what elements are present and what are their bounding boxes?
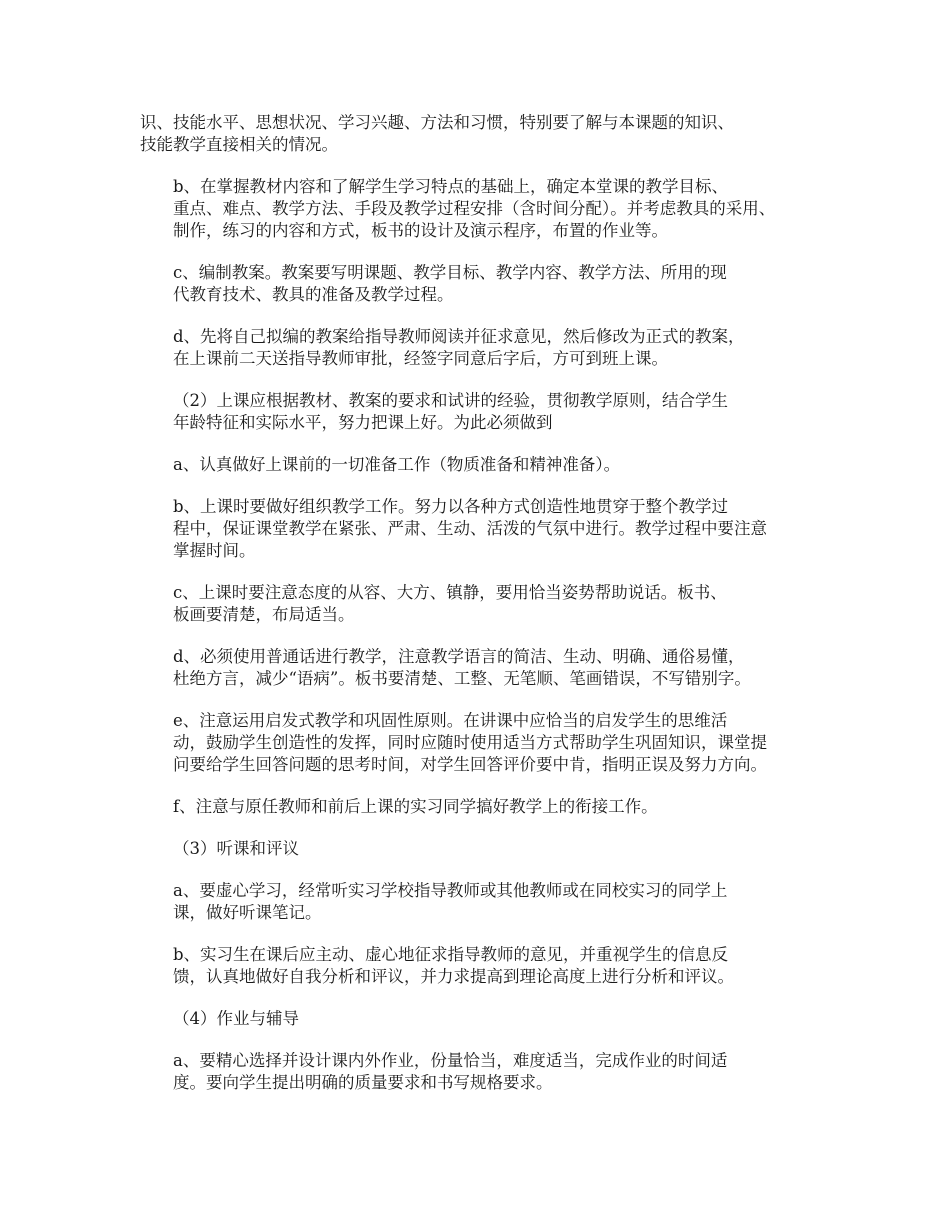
text-line: 代教育技术、教具的准备及教学过程。 bbox=[173, 285, 454, 304]
text-line: （3）听课和评议 bbox=[173, 839, 299, 858]
paragraph bbox=[140, 176, 820, 242]
document-body bbox=[140, 112, 820, 1114]
text-line: 课，做好听课笔记。 bbox=[173, 903, 322, 922]
text-line: 馈，认真地做好自我分析和评议，并力求提高到理论高度上进行分析和评议。 bbox=[173, 967, 734, 986]
text-line: d、先将自己拟编的教案给指导教师阅读并征求意见，然后修改为正式的教案， bbox=[173, 327, 745, 346]
text-line: b、实习生在课后应主动、虚心地征求指导教师的意见，并重视学生的信息反 bbox=[173, 945, 729, 964]
text-line: 动，鼓励学生创造性的发挥，同时应随时使用适当方式帮助学生巩固知识，课堂提 bbox=[173, 733, 767, 752]
paragraph bbox=[140, 944, 820, 988]
text-line: f、注意与原任教师和前后上课的实习同学搞好教学上的衔接工作。 bbox=[173, 797, 658, 816]
paragraph bbox=[140, 454, 820, 476]
text-line: 杜绝方言，减少“语病”。板书要清楚、工整、无笔顺、笔画错误，不写错别字。 bbox=[173, 669, 751, 688]
text-line: c、编制教案。教案要写明课题、教学目标、教学内容、教学方法、所用的现 bbox=[173, 263, 727, 282]
paragraph bbox=[140, 1050, 820, 1094]
paragraph bbox=[140, 646, 820, 690]
text-line: c、上课时要注意态度的从容、大方、镇静，要用恰当姿势帮助说话。板书、 bbox=[173, 583, 727, 602]
paragraph bbox=[140, 1008, 820, 1030]
text-line: （4）作业与辅导 bbox=[173, 1009, 299, 1028]
text-line: b、上课时要做好组织教学工作。努力以各种方式创造性地贯穿于整个教学过 bbox=[173, 497, 729, 516]
text-line: a、认真做好上课前的一切准备工作（物质准备和精神准备）。 bbox=[173, 455, 621, 474]
paragraph bbox=[140, 326, 820, 370]
paragraph bbox=[140, 262, 820, 306]
text-line: 问要给学生回答问题的思考时间，对学生回答评价要中肯，指明正误及努力方向。 bbox=[173, 755, 767, 774]
text-line: 重点、难点、教学方法、手段及教学过程安排（含时间分配）。并考虑教具的采用、 bbox=[173, 199, 776, 218]
text-line: 板画要清楚，布局适当。 bbox=[173, 605, 355, 624]
text-line: 年龄特征和实际水平，努力把课上好。为此必须做到 bbox=[173, 413, 553, 432]
text-line: d、必须使用普通话进行教学，注意教学语言的简洁、生动、明确、通俗易懂， bbox=[173, 647, 745, 666]
text-line: （2）上课应根据教材、教案的要求和试讲的经验，贯彻教学原则，结合学生 bbox=[173, 391, 728, 410]
text-line: 度。要向学生提出明确的质量要求和书写规格要求。 bbox=[173, 1073, 553, 1092]
text-line: 制作，练习的内容和方式，板书的设计及演示程序，布置的作业等。 bbox=[173, 221, 668, 240]
text-line: a、要虚心学习，经常听实习学校指导教师或其他教师或在同校实习的同学上 bbox=[173, 881, 728, 900]
text-line: b、在掌握教材内容和了解学生学习特点的基础上，确定本堂课的教学目标、 bbox=[173, 177, 729, 196]
paragraph bbox=[140, 112, 820, 156]
text-line: a、要精心选择并设计课内外作业，份量恰当，难度适当，完成作业的时间适 bbox=[173, 1051, 728, 1070]
paragraph bbox=[140, 838, 820, 860]
paragraph bbox=[140, 582, 820, 626]
text-line: 在上课前二天送指导教师审批，经签字同意后字后，方可到班上课。 bbox=[173, 349, 668, 368]
paragraph bbox=[140, 880, 820, 924]
text-line: e、注意运用启发式教学和巩固性原则。在讲课中应恰当的启发学生的思维活 bbox=[173, 711, 728, 730]
paragraph bbox=[140, 710, 820, 776]
text-line: 掌握时间。 bbox=[173, 541, 256, 560]
text-line: 识、技能水平、思想状况、学习兴趣、方法和习惯，特别要了解与本课题的知识、 bbox=[140, 113, 734, 132]
paragraph bbox=[140, 496, 820, 562]
text-line: 技能教学直接相关的情况。 bbox=[140, 135, 338, 154]
text-line: 程中，保证课堂教学在紧张、严肃、生动、活泼的气氛中进行。教学过程中要注意 bbox=[173, 519, 767, 538]
paragraph bbox=[140, 796, 820, 818]
paragraph bbox=[140, 390, 820, 434]
